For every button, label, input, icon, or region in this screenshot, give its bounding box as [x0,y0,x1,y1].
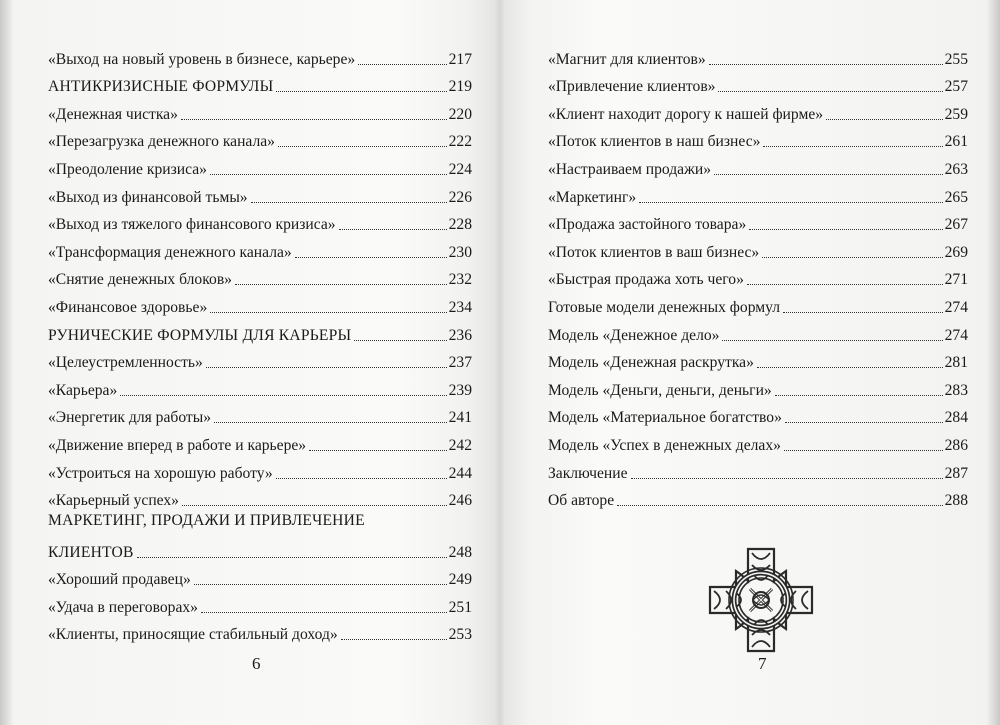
toc-entry-title: «Привлечение клиентов» [548,78,716,96]
toc-entry-page: 237 [448,354,472,372]
toc-entry [48,346,472,374]
toc-entry-page: 284 [944,409,968,427]
dot-leader [278,146,447,147]
toc-entry [548,484,968,512]
toc-entry-wrapped [48,511,472,563]
toc-entry [48,208,472,236]
dot-leader [631,478,943,479]
toc-entry-title: Модель «Денежное дело» [548,326,720,344]
toc-entry-page: 274 [944,298,968,316]
dot-leader [276,478,447,479]
dot-leader [785,422,943,423]
toc-entry-page: 219 [448,78,472,96]
dot-leader [182,505,447,506]
toc-entry-page: 281 [944,354,968,372]
dot-leader [639,202,942,203]
toc-entry [48,618,472,646]
toc-entry-title: «Денежная чистка» [48,105,178,123]
toc-entry [548,235,968,263]
toc-entry [48,563,472,591]
toc-entry-page: 249 [448,571,472,589]
toc-entry-title: «Настраиваем продажи» [548,160,711,178]
dot-leader [214,422,447,423]
toc-entry [548,180,968,208]
dot-leader [749,229,942,230]
toc-entry [548,401,968,429]
toc-entry-title: «Энергетик для работы» [48,409,212,427]
toc-entry-title: «Трансформация денежного канала» [48,243,292,261]
dot-leader [210,312,446,313]
toc-entry-page: 287 [944,464,968,482]
toc-entry [48,235,472,263]
dot-leader [784,450,943,451]
dot-leader [354,340,446,341]
page-number-right: 7 [758,654,767,673]
toc-entry-page: 269 [944,243,968,261]
dot-leader [718,91,942,92]
toc-entry-title: «Маркетинг» [548,188,637,206]
toc-entry-title: «Клиенты, приносящие стабильный доход» [48,626,338,644]
toc-entry-title: «Преодоление кризиса» [48,160,207,178]
dot-leader [722,340,942,341]
toc-entry-page: 274 [944,326,968,344]
toc-entry-page: 224 [448,160,472,178]
toc-entry-title: Модель «Материальное богатство» [548,409,782,427]
dot-leader [120,395,446,396]
toc-entry [548,456,968,484]
toc-entry-page: 253 [448,626,472,644]
toc-entry [48,70,472,98]
toc-entry-title: «Поток клиентов в наш бизнес» [548,133,761,151]
toc-entry [48,263,472,291]
dot-leader [783,312,943,313]
toc-entry-page: 263 [944,160,968,178]
toc-entry [48,42,472,70]
toc-entry-title: «Поток клиентов в ваш бизнес» [548,243,760,261]
toc-entry-page: 228 [448,216,472,234]
toc-entry-title-line2-row [48,535,472,563]
dot-leader [339,229,447,230]
dot-leader [235,284,447,285]
toc-entry-title: «Снятие денежных блоков» [48,271,232,289]
toc-entry-title: Модель «Деньги, деньги, деньги» [548,381,772,399]
toc-entry [548,42,968,70]
toc-entry-title: Об авторе [548,492,615,510]
dot-leader [341,639,447,640]
dot-leader [309,450,447,451]
toc-entry-title: РУНИЧЕСКИЕ ФОРМУЛЫ ДЛЯ КАРЬЕРЫ [48,326,352,344]
toc-entry-page: 286 [944,436,968,454]
toc-entry-title: «Перезагрузка денежного канала» [48,133,275,151]
dot-leader [194,584,447,585]
toc-entry-title: «Карьерный успех» [48,492,179,510]
toc-entry [48,152,472,180]
table-of-contents-left [48,42,472,645]
toc-entry-page: 267 [944,216,968,234]
toc-entry-page: 232 [448,271,472,289]
toc-entry-title-line2: КЛИЕНТОВ [48,543,134,561]
toc-entry [548,125,968,153]
toc-entry [48,428,472,456]
dot-leader [763,146,942,147]
toc-entry-title: «Магнит для клиентов» [548,50,706,68]
toc-entry-page: 234 [448,298,472,316]
toc-entry-title: АНТИКРИЗИСНЫЕ ФОРМУЛЫ [48,78,274,96]
toc-entry [548,290,968,318]
toc-entry-title: «Хороший продавец» [48,571,191,589]
toc-entry-page: 265 [944,188,968,206]
dot-leader [757,367,943,368]
toc-entry-title: «Финансовое здоровье» [48,298,208,316]
toc-entry-title: «Клиент находит дорогу к нашей фирме» [548,105,824,123]
toc-entry-page: 283 [944,381,968,399]
toc-entry-page: 222 [448,133,472,151]
dot-leader [181,119,447,120]
toc-entry-page: 288 [944,492,968,510]
dot-leader [206,367,447,368]
toc-entry-title: «Выход на новый уровень в бизнесе, карьере» [48,50,356,68]
toc-entry [548,208,968,236]
toc-entry [48,590,472,618]
toc-entry [48,97,472,125]
toc-entry [48,484,472,512]
toc-entry [548,152,968,180]
toc-entry-page: 239 [448,381,472,399]
right-page [500,0,1000,725]
toc-entry-page: 217 [448,50,472,68]
toc-entry [48,180,472,208]
toc-entry-title: Готовые модели денежных формул [548,298,781,316]
dot-leader [251,202,447,203]
toc-entry-title: Заключение [548,464,628,482]
dot-leader [617,505,942,506]
toc-entry [48,373,472,401]
toc-entry-page: 248 [448,543,472,561]
toc-entry-title: Модель «Денежная раскрутка» [548,354,754,372]
table-of-contents-right [548,42,968,511]
toc-entry-title-line1: МАРКЕТИНГ, ПРОДАЖИ И ПРИВЛЕЧЕНИЕ [48,512,365,530]
dot-leader [826,119,943,120]
toc-entry [548,318,968,346]
dot-leader [775,395,943,396]
toc-entry-page: 261 [944,133,968,151]
toc-entry [548,263,968,291]
toc-entry [48,401,472,429]
toc-entry-title: «Удача в переговорах» [48,598,198,616]
dot-leader [276,91,446,92]
toc-entry-title: «Выход из тяжелого финансового кризиса» [48,216,336,234]
toc-entry-page: 241 [448,409,472,427]
toc-entry-page: 230 [448,243,472,261]
toc-entry [548,346,968,374]
dot-leader [295,257,447,258]
toc-entry-page: 271 [944,271,968,289]
toc-entry-title: «Быстрая продажа хоть чего» [548,271,744,289]
dot-leader [762,257,942,258]
toc-entry-page: 257 [944,78,968,96]
dot-leader [201,612,447,613]
toc-entry [48,318,472,346]
dot-leader [709,64,943,65]
toc-entry [548,70,968,98]
dot-leader [714,174,943,175]
toc-entry [48,456,472,484]
toc-entry-title: «Целеустремленность» [48,354,203,372]
toc-entry [48,290,472,318]
toc-entry-page: 220 [448,105,472,123]
toc-entry-page: 242 [448,436,472,454]
dot-leader [358,64,446,65]
page-number-left: 6 [252,654,261,673]
toc-entry [548,373,968,401]
toc-entry [48,125,472,153]
toc-entry-title: «Карьера» [48,381,118,399]
toc-entry-title: «Продажа застойного товара» [548,216,747,234]
toc-entry-title: «Выход из финансовой тьмы» [48,188,248,206]
toc-entry-page: 259 [944,105,968,123]
toc-entry-page: 244 [448,464,472,482]
toc-entry-page: 246 [448,492,472,510]
toc-entry [548,428,968,456]
toc-entry-page: 226 [448,188,472,206]
toc-entry-page: 251 [448,598,472,616]
toc-entry-title: Модель «Успех в денежных делах» [548,436,781,454]
toc-entry-page: 255 [944,50,968,68]
toc-entry-page: 236 [448,326,472,344]
dot-leader [747,284,943,285]
celtic-cross-icon [706,545,816,655]
dot-leader [137,557,447,558]
dot-leader [210,174,447,175]
toc-entry-title: «Движение вперед в работе и карьере» [48,436,307,454]
toc-entry [548,97,968,125]
toc-entry-title: «Устроиться на хорошую работу» [48,464,273,482]
